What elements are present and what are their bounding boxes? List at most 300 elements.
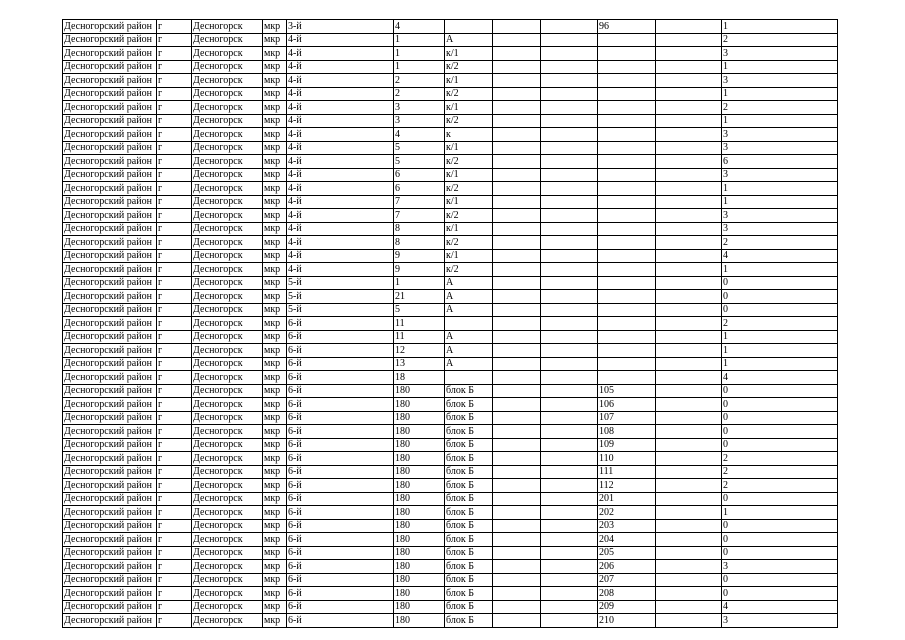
cell-apartment[interactable]: 206 — [598, 560, 656, 574]
cell-apartment[interactable] — [598, 47, 656, 61]
cell-house[interactable]: 180 — [394, 479, 445, 493]
cell-structure[interactable] — [493, 20, 541, 34]
cell-house[interactable]: 5 — [394, 303, 445, 317]
cell-structure[interactable] — [493, 438, 541, 452]
cell-locality-type[interactable]: г — [157, 533, 192, 547]
cell-locality-type[interactable]: г — [157, 344, 192, 358]
cell-district[interactable]: Десногорский район — [63, 479, 157, 493]
cell-street-type[interactable]: мкр — [263, 479, 287, 493]
cell-street-type[interactable]: мкр — [263, 425, 287, 439]
cell-street-type[interactable]: мкр — [263, 371, 287, 385]
cell-structure[interactable] — [493, 411, 541, 425]
cell-extra[interactable] — [656, 573, 722, 587]
cell-flat-prefix[interactable] — [541, 168, 598, 182]
cell-structure[interactable] — [493, 209, 541, 223]
cell-house[interactable]: 3 — [394, 114, 445, 128]
cell-district[interactable]: Десногорский район — [63, 303, 157, 317]
cell-count[interactable]: 1 — [722, 87, 838, 101]
cell-flat-prefix[interactable] — [541, 533, 598, 547]
cell-building[interactable]: к/2 — [445, 236, 493, 250]
cell-house[interactable]: 4 — [394, 20, 445, 34]
cell-locality[interactable]: Десногорск — [192, 317, 263, 331]
cell-flat-prefix[interactable] — [541, 452, 598, 466]
cell-locality[interactable]: Десногорск — [192, 195, 263, 209]
cell-locality[interactable]: Десногорск — [192, 573, 263, 587]
cell-locality-type[interactable]: г — [157, 87, 192, 101]
cell-flat-prefix[interactable] — [541, 60, 598, 74]
cell-street-type[interactable]: мкр — [263, 587, 287, 601]
cell-locality-type[interactable]: г — [157, 411, 192, 425]
cell-street[interactable]: 6-й — [287, 438, 394, 452]
cell-apartment[interactable] — [598, 209, 656, 223]
cell-structure[interactable] — [493, 33, 541, 47]
cell-apartment[interactable]: 205 — [598, 546, 656, 560]
cell-apartment[interactable] — [598, 371, 656, 385]
cell-count[interactable]: 2 — [722, 479, 838, 493]
cell-district[interactable]: Десногорский район — [63, 546, 157, 560]
cell-street-type[interactable]: мкр — [263, 519, 287, 533]
cell-apartment[interactable]: 201 — [598, 492, 656, 506]
cell-district[interactable]: Десногорский район — [63, 344, 157, 358]
cell-house[interactable]: 11 — [394, 317, 445, 331]
cell-street-type[interactable]: мкр — [263, 74, 287, 88]
cell-apartment[interactable] — [598, 155, 656, 169]
cell-street-type[interactable]: мкр — [263, 155, 287, 169]
cell-locality[interactable]: Десногорск — [192, 33, 263, 47]
cell-building[interactable] — [445, 20, 493, 34]
cell-flat-prefix[interactable] — [541, 384, 598, 398]
cell-apartment[interactable] — [598, 330, 656, 344]
cell-street[interactable]: 4-й — [287, 60, 394, 74]
cell-locality[interactable]: Десногорск — [192, 236, 263, 250]
cell-structure[interactable] — [493, 168, 541, 182]
cell-building[interactable]: А — [445, 33, 493, 47]
cell-structure[interactable] — [493, 182, 541, 196]
cell-extra[interactable] — [656, 87, 722, 101]
cell-building[interactable]: А — [445, 330, 493, 344]
cell-extra[interactable] — [656, 533, 722, 547]
cell-locality[interactable]: Десногорск — [192, 492, 263, 506]
cell-building[interactable]: блок Б — [445, 492, 493, 506]
cell-house[interactable]: 180 — [394, 546, 445, 560]
cell-extra[interactable] — [656, 546, 722, 560]
cell-count[interactable]: 1 — [722, 344, 838, 358]
cell-apartment[interactable]: 202 — [598, 506, 656, 520]
cell-street-type[interactable]: мкр — [263, 222, 287, 236]
cell-street[interactable]: 6-й — [287, 344, 394, 358]
cell-street[interactable]: 4-й — [287, 141, 394, 155]
cell-district[interactable]: Десногорский район — [63, 614, 157, 628]
cell-building[interactable]: А — [445, 357, 493, 371]
cell-flat-prefix[interactable] — [541, 101, 598, 115]
cell-street-type[interactable]: мкр — [263, 33, 287, 47]
cell-building[interactable]: блок Б — [445, 438, 493, 452]
cell-extra[interactable] — [656, 519, 722, 533]
cell-locality-type[interactable]: г — [157, 371, 192, 385]
cell-street[interactable]: 6-й — [287, 573, 394, 587]
cell-locality[interactable]: Десногорск — [192, 60, 263, 74]
cell-district[interactable]: Десногорский район — [63, 533, 157, 547]
cell-district[interactable]: Десногорский район — [63, 236, 157, 250]
cell-apartment[interactable]: 207 — [598, 573, 656, 587]
cell-district[interactable]: Десногорский район — [63, 600, 157, 614]
cell-apartment[interactable]: 209 — [598, 600, 656, 614]
cell-district[interactable]: Десногорский район — [63, 330, 157, 344]
cell-structure[interactable] — [493, 236, 541, 250]
cell-extra[interactable] — [656, 465, 722, 479]
cell-count[interactable]: 0 — [722, 290, 838, 304]
cell-locality-type[interactable]: г — [157, 101, 192, 115]
cell-street-type[interactable]: мкр — [263, 533, 287, 547]
cell-apartment[interactable] — [598, 276, 656, 290]
cell-flat-prefix[interactable] — [541, 317, 598, 331]
cell-locality[interactable]: Десногорск — [192, 249, 263, 263]
cell-district[interactable]: Десногорский район — [63, 87, 157, 101]
cell-street[interactable]: 4-й — [287, 33, 394, 47]
cell-street[interactable]: 4-й — [287, 114, 394, 128]
cell-district[interactable]: Десногорский район — [63, 128, 157, 142]
cell-street-type[interactable]: мкр — [263, 101, 287, 115]
cell-district[interactable]: Десногорский район — [63, 101, 157, 115]
cell-street-type[interactable]: мкр — [263, 303, 287, 317]
cell-count[interactable]: 3 — [722, 614, 838, 628]
cell-flat-prefix[interactable] — [541, 128, 598, 142]
cell-apartment[interactable] — [598, 74, 656, 88]
cell-extra[interactable] — [656, 33, 722, 47]
cell-locality-type[interactable]: г — [157, 20, 192, 34]
cell-locality-type[interactable]: г — [157, 182, 192, 196]
cell-count[interactable]: 4 — [722, 600, 838, 614]
cell-apartment[interactable] — [598, 114, 656, 128]
cell-structure[interactable] — [493, 101, 541, 115]
cell-extra[interactable] — [656, 47, 722, 61]
cell-extra[interactable] — [656, 168, 722, 182]
cell-district[interactable]: Десногорский район — [63, 74, 157, 88]
cell-count[interactable]: 2 — [722, 452, 838, 466]
cell-street[interactable]: 4-й — [287, 155, 394, 169]
cell-extra[interactable] — [656, 398, 722, 412]
cell-house[interactable]: 180 — [394, 384, 445, 398]
cell-extra[interactable] — [656, 155, 722, 169]
cell-building[interactable]: к/2 — [445, 60, 493, 74]
cell-building[interactable]: к/1 — [445, 249, 493, 263]
cell-flat-prefix[interactable] — [541, 249, 598, 263]
cell-count[interactable]: 2 — [722, 101, 838, 115]
cell-flat-prefix[interactable] — [541, 182, 598, 196]
cell-count[interactable]: 0 — [722, 519, 838, 533]
cell-house[interactable]: 1 — [394, 276, 445, 290]
cell-street-type[interactable]: мкр — [263, 344, 287, 358]
cell-count[interactable]: 0 — [722, 411, 838, 425]
cell-flat-prefix[interactable] — [541, 236, 598, 250]
cell-building[interactable]: блок Б — [445, 614, 493, 628]
cell-street-type[interactable]: мкр — [263, 195, 287, 209]
cell-locality[interactable]: Десногорск — [192, 411, 263, 425]
cell-street-type[interactable]: мкр — [263, 128, 287, 142]
cell-building[interactable]: к/1 — [445, 74, 493, 88]
cell-extra[interactable] — [656, 303, 722, 317]
cell-structure[interactable] — [493, 344, 541, 358]
cell-extra[interactable] — [656, 600, 722, 614]
cell-house[interactable]: 180 — [394, 600, 445, 614]
cell-locality[interactable]: Десногорск — [192, 438, 263, 452]
cell-structure[interactable] — [493, 195, 541, 209]
cell-locality[interactable]: Десногорск — [192, 290, 263, 304]
cell-street[interactable]: 4-й — [287, 195, 394, 209]
cell-street-type[interactable]: мкр — [263, 20, 287, 34]
cell-street[interactable]: 6-й — [287, 384, 394, 398]
cell-district[interactable]: Десногорский район — [63, 114, 157, 128]
cell-district[interactable]: Десногорский район — [63, 276, 157, 290]
cell-flat-prefix[interactable] — [541, 573, 598, 587]
cell-building[interactable] — [445, 317, 493, 331]
cell-structure[interactable] — [493, 290, 541, 304]
cell-district[interactable]: Десногорский район — [63, 222, 157, 236]
cell-count[interactable]: 4 — [722, 249, 838, 263]
cell-building[interactable]: блок Б — [445, 560, 493, 574]
cell-locality[interactable]: Десногорск — [192, 209, 263, 223]
cell-flat-prefix[interactable] — [541, 290, 598, 304]
cell-building[interactable]: к/1 — [445, 195, 493, 209]
cell-count[interactable]: 1 — [722, 114, 838, 128]
cell-count[interactable]: 3 — [722, 74, 838, 88]
cell-apartment[interactable] — [598, 60, 656, 74]
cell-street-type[interactable]: мкр — [263, 209, 287, 223]
cell-count[interactable]: 0 — [722, 276, 838, 290]
cell-district[interactable]: Десногорский район — [63, 506, 157, 520]
cell-apartment[interactable]: 112 — [598, 479, 656, 493]
cell-locality-type[interactable]: г — [157, 74, 192, 88]
cell-extra[interactable] — [656, 317, 722, 331]
cell-building[interactable]: к/2 — [445, 182, 493, 196]
cell-street[interactable]: 4-й — [287, 74, 394, 88]
cell-locality-type[interactable]: г — [157, 492, 192, 506]
cell-apartment[interactable] — [598, 249, 656, 263]
cell-structure[interactable] — [493, 452, 541, 466]
cell-district[interactable]: Десногорский район — [63, 587, 157, 601]
cell-street[interactable]: 6-й — [287, 519, 394, 533]
cell-building[interactable]: блок Б — [445, 425, 493, 439]
cell-district[interactable]: Десногорский район — [63, 60, 157, 74]
cell-locality-type[interactable]: г — [157, 249, 192, 263]
cell-locality-type[interactable]: г — [157, 438, 192, 452]
cell-extra[interactable] — [656, 290, 722, 304]
cell-street-type[interactable]: мкр — [263, 263, 287, 277]
cell-extra[interactable] — [656, 209, 722, 223]
cell-street[interactable]: 4-й — [287, 236, 394, 250]
cell-locality-type[interactable]: г — [157, 263, 192, 277]
cell-district[interactable]: Десногорский район — [63, 357, 157, 371]
cell-extra[interactable] — [656, 425, 722, 439]
cell-house[interactable]: 6 — [394, 182, 445, 196]
cell-extra[interactable] — [656, 128, 722, 142]
cell-flat-prefix[interactable] — [541, 114, 598, 128]
cell-street[interactable]: 5-й — [287, 276, 394, 290]
cell-apartment[interactable]: 107 — [598, 411, 656, 425]
cell-building[interactable]: А — [445, 290, 493, 304]
cell-building[interactable]: А — [445, 276, 493, 290]
cell-district[interactable]: Десногорский район — [63, 452, 157, 466]
cell-street-type[interactable]: мкр — [263, 465, 287, 479]
cell-house[interactable]: 7 — [394, 195, 445, 209]
cell-district[interactable]: Десногорский район — [63, 47, 157, 61]
cell-building[interactable]: блок Б — [445, 587, 493, 601]
cell-street-type[interactable]: мкр — [263, 317, 287, 331]
cell-count[interactable]: 2 — [722, 33, 838, 47]
cell-structure[interactable] — [493, 600, 541, 614]
cell-locality-type[interactable]: г — [157, 614, 192, 628]
cell-street-type[interactable]: мкр — [263, 276, 287, 290]
cell-flat-prefix[interactable] — [541, 222, 598, 236]
cell-flat-prefix[interactable] — [541, 371, 598, 385]
cell-locality[interactable]: Десногорск — [192, 600, 263, 614]
cell-locality[interactable]: Десногорск — [192, 47, 263, 61]
cell-flat-prefix[interactable] — [541, 465, 598, 479]
cell-district[interactable]: Десногорский район — [63, 411, 157, 425]
cell-house[interactable]: 180 — [394, 506, 445, 520]
cell-structure[interactable] — [493, 546, 541, 560]
cell-building[interactable]: к/1 — [445, 101, 493, 115]
cell-building[interactable]: блок Б — [445, 573, 493, 587]
cell-house[interactable]: 1 — [394, 33, 445, 47]
cell-locality-type[interactable]: г — [157, 33, 192, 47]
cell-extra[interactable] — [656, 506, 722, 520]
cell-locality[interactable]: Десногорск — [192, 141, 263, 155]
cell-apartment[interactable] — [598, 222, 656, 236]
cell-street[interactable]: 5-й — [287, 290, 394, 304]
cell-street[interactable]: 6-й — [287, 425, 394, 439]
cell-locality-type[interactable]: г — [157, 587, 192, 601]
cell-locality[interactable]: Десногорск — [192, 357, 263, 371]
cell-house[interactable]: 8 — [394, 222, 445, 236]
cell-apartment[interactable] — [598, 357, 656, 371]
cell-street[interactable]: 4-й — [287, 263, 394, 277]
cell-count[interactable]: 0 — [722, 425, 838, 439]
cell-structure[interactable] — [493, 128, 541, 142]
cell-count[interactable]: 0 — [722, 573, 838, 587]
cell-extra[interactable] — [656, 236, 722, 250]
cell-locality[interactable]: Десногорск — [192, 560, 263, 574]
cell-count[interactable]: 1 — [722, 195, 838, 209]
cell-locality[interactable]: Десногорск — [192, 533, 263, 547]
cell-building[interactable]: блок Б — [445, 600, 493, 614]
cell-flat-prefix[interactable] — [541, 209, 598, 223]
cell-district[interactable]: Десногорский район — [63, 209, 157, 223]
cell-locality-type[interactable]: г — [157, 398, 192, 412]
cell-street-type[interactable]: мкр — [263, 114, 287, 128]
cell-locality-type[interactable]: г — [157, 384, 192, 398]
cell-locality-type[interactable]: г — [157, 519, 192, 533]
cell-flat-prefix[interactable] — [541, 519, 598, 533]
cell-street[interactable]: 6-й — [287, 587, 394, 601]
cell-district[interactable]: Десногорский район — [63, 195, 157, 209]
cell-count[interactable]: 2 — [722, 465, 838, 479]
cell-apartment[interactable] — [598, 195, 656, 209]
cell-structure[interactable] — [493, 87, 541, 101]
cell-flat-prefix[interactable] — [541, 276, 598, 290]
cell-apartment[interactable] — [598, 263, 656, 277]
cell-extra[interactable] — [656, 344, 722, 358]
cell-extra[interactable] — [656, 222, 722, 236]
cell-count[interactable]: 2 — [722, 236, 838, 250]
cell-flat-prefix[interactable] — [541, 411, 598, 425]
cell-district[interactable]: Десногорский район — [63, 290, 157, 304]
cell-count[interactable]: 3 — [722, 560, 838, 574]
cell-locality-type[interactable]: г — [157, 560, 192, 574]
cell-extra[interactable] — [656, 114, 722, 128]
cell-flat-prefix[interactable] — [541, 141, 598, 155]
cell-flat-prefix[interactable] — [541, 357, 598, 371]
cell-extra[interactable] — [656, 411, 722, 425]
cell-street-type[interactable]: мкр — [263, 330, 287, 344]
cell-building[interactable]: к/2 — [445, 87, 493, 101]
cell-locality[interactable]: Десногорск — [192, 479, 263, 493]
cell-locality[interactable]: Десногорск — [192, 155, 263, 169]
cell-flat-prefix[interactable] — [541, 195, 598, 209]
cell-apartment[interactable] — [598, 182, 656, 196]
cell-locality-type[interactable]: г — [157, 425, 192, 439]
cell-locality[interactable]: Десногорск — [192, 114, 263, 128]
cell-building[interactable]: А — [445, 344, 493, 358]
cell-apartment[interactable] — [598, 33, 656, 47]
cell-flat-prefix[interactable] — [541, 303, 598, 317]
cell-locality[interactable]: Десногорск — [192, 168, 263, 182]
cell-street[interactable]: 6-й — [287, 371, 394, 385]
cell-structure[interactable] — [493, 74, 541, 88]
cell-structure[interactable] — [493, 614, 541, 628]
cell-apartment[interactable]: 111 — [598, 465, 656, 479]
cell-house[interactable]: 180 — [394, 438, 445, 452]
cell-street-type[interactable]: мкр — [263, 182, 287, 196]
cell-flat-prefix[interactable] — [541, 344, 598, 358]
cell-district[interactable]: Десногорский район — [63, 519, 157, 533]
cell-locality-type[interactable]: г — [157, 276, 192, 290]
cell-flat-prefix[interactable] — [541, 20, 598, 34]
cell-structure[interactable] — [493, 371, 541, 385]
cell-apartment[interactable]: 203 — [598, 519, 656, 533]
cell-district[interactable]: Десногорский район — [63, 263, 157, 277]
cell-count[interactable]: 1 — [722, 357, 838, 371]
cell-apartment[interactable] — [598, 290, 656, 304]
cell-locality-type[interactable]: г — [157, 506, 192, 520]
cell-house[interactable]: 180 — [394, 533, 445, 547]
cell-locality[interactable]: Десногорск — [192, 425, 263, 439]
cell-house[interactable]: 8 — [394, 236, 445, 250]
cell-extra[interactable] — [656, 20, 722, 34]
cell-building[interactable]: к/2 — [445, 263, 493, 277]
cell-locality[interactable]: Десногорск — [192, 74, 263, 88]
cell-structure[interactable] — [493, 519, 541, 533]
cell-structure[interactable] — [493, 276, 541, 290]
cell-locality[interactable]: Десногорск — [192, 330, 263, 344]
cell-extra[interactable] — [656, 60, 722, 74]
cell-building[interactable]: к/1 — [445, 168, 493, 182]
cell-building[interactable]: к/2 — [445, 209, 493, 223]
cell-count[interactable]: 0 — [722, 398, 838, 412]
cell-locality-type[interactable]: г — [157, 168, 192, 182]
cell-street-type[interactable]: мкр — [263, 546, 287, 560]
cell-locality[interactable]: Десногорск — [192, 371, 263, 385]
cell-district[interactable]: Десногорский район — [63, 398, 157, 412]
cell-count[interactable]: 0 — [722, 303, 838, 317]
cell-count[interactable]: 0 — [722, 384, 838, 398]
cell-house[interactable]: 180 — [394, 519, 445, 533]
cell-structure[interactable] — [493, 222, 541, 236]
cell-extra[interactable] — [656, 249, 722, 263]
cell-apartment[interactable] — [598, 128, 656, 142]
cell-house[interactable]: 180 — [394, 492, 445, 506]
cell-count[interactable]: 6 — [722, 155, 838, 169]
